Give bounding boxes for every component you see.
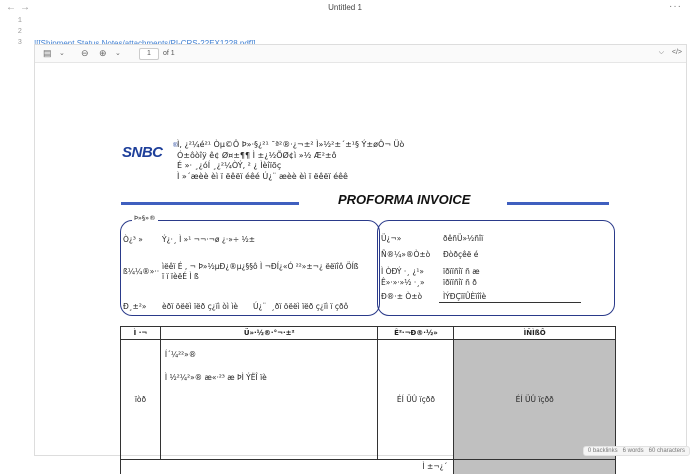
buyer-address-value2: ï ï ïèëÉ Ì ß: [162, 272, 199, 281]
company-line: Ì, ¿²¼é²¹ Òµ©Ô Þ»·§¿²¹ ¯ª²®·¿¬±² Ì»½²±´±¹§ Ý±øÔ¬ Üò: [177, 140, 404, 151]
order-no-label: Ñ®¼»®Ò±ò: [381, 250, 430, 259]
page-number-input[interactable]: 1: [139, 48, 159, 60]
back-arrow-icon[interactable]: ←: [6, 2, 16, 13]
buyer-box-label: Þ»§»®: [132, 214, 158, 222]
pdf-toolbar: [35, 45, 686, 63]
table-header-row: [121, 327, 616, 340]
window-title: Untitled 1: [0, 3, 690, 12]
line-number: 2: [0, 27, 24, 38]
item-unit-price: ÉÍ ÜÛ ïçðð: [378, 340, 454, 460]
items-table: [120, 326, 616, 474]
column-header: Ê²·¬Ð®·½»: [378, 327, 454, 340]
proforma-no-underline: [439, 302, 581, 303]
shipping-label: Ì ÒÐÝ ·¸ ¿¹»: [381, 267, 424, 276]
registered-mark: ®: [173, 143, 177, 149]
company-header: [177, 140, 404, 182]
proforma-no-label: Ð®·± Ò±ò: [381, 292, 422, 301]
item-index: ïòð: [121, 340, 161, 460]
item-description-line: Í´¼²²»®: [165, 350, 374, 359]
page-count: of 1: [163, 50, 175, 57]
buyer-fax-label: Ú¿¨: [253, 302, 266, 311]
proforma-no-value: ÌÝÐÇïïÛÈïîîè: [443, 292, 486, 301]
item-description: [160, 340, 378, 460]
vessel-value: ïðïïñîï ñ ð: [443, 278, 477, 287]
buyer-address-label: ß¼¼®»··: [123, 267, 159, 276]
shipping-value: ïðïïñîï ñ æ: [443, 267, 480, 276]
item-total: ÉÍ ÜÛ ïçðð: [454, 340, 616, 460]
backlinks-count[interactable]: 0 backlinks: [588, 448, 618, 454]
zoom-in-icon[interactable]: ⊕: [99, 48, 107, 59]
order-no-value: Ðòðçêë é: [443, 250, 478, 259]
company-line: Ì »´æèè èì ï ëêëï éêé Ú¿¨ æèè èì ï ëêëï éêê: [177, 172, 404, 183]
grand-total-cell: [454, 460, 616, 474]
character-count: 60 characters: [649, 448, 685, 454]
invoice-date-value: ðêñÜ»½ñîï: [443, 234, 483, 243]
buyer-name-value: Ý¿·¸ Ì »¹ ¬¬·¬ø ¿·»÷ ½±: [162, 235, 255, 244]
word-count: 6 words: [623, 448, 644, 454]
table-row: [121, 340, 616, 460]
company-logo: SNBC: [122, 144, 163, 161]
buyer-phone-value: èðï öëëì ïëð ç¿ïì òì ìè: [162, 302, 238, 311]
company-line: É »· ¸¿óÍ ¸¿²¼ÒÝ, ² ¿ Ìèîïõç: [177, 161, 404, 172]
forward-arrow-icon[interactable]: →: [20, 2, 30, 13]
pdf-page: [35, 64, 686, 455]
more-options-icon[interactable]: ···: [669, 1, 682, 12]
left-divider-bar: [121, 202, 299, 205]
window-titlebar: [0, 0, 690, 16]
expand-icon[interactable]: ⌵: [659, 49, 664, 57]
zoom-out-icon[interactable]: ⊖: [81, 48, 89, 59]
column-header: Ì ·¬: [121, 327, 161, 340]
document-title: PROFORMA INVOICE: [338, 192, 470, 207]
column-header: Ü»·½®·°¬·±²: [160, 327, 378, 340]
pdf-viewer[interactable]: [34, 44, 687, 456]
line-number: 1: [0, 16, 24, 27]
table-footer-row: [121, 460, 616, 474]
code-view-icon[interactable]: </>: [672, 49, 682, 56]
buyer-address-value: ìëêï É , ¬ Þ»½µÐ¿®µ¿§§ô Ì ¬ÐÍ¿«Ó ²²»±¬¿ ëëïîô ÖÍß: [162, 262, 359, 271]
invoice-date-label: Ü¿¬»: [381, 234, 401, 243]
right-divider-bar: [507, 202, 609, 205]
total-label: Ì ±¬¿´: [121, 460, 454, 474]
company-line: Ó±ôòîÿ ê¢ Ø¤±¶¶ Ì ±¿½ÕØ¢ì »½ Æ²±ô: [177, 151, 404, 162]
vessel-label: Ê»·»·»½ ·¸»: [381, 278, 425, 287]
chevron-down-icon[interactable]: ⌄: [59, 49, 65, 57]
line-number-gutter: [0, 16, 24, 49]
sidebar-toggle-icon[interactable]: ▤: [43, 48, 52, 59]
status-bar: [583, 446, 690, 456]
zoom-chevron-icon[interactable]: ⌄: [115, 49, 121, 57]
column-header: ÌÑÌßÔ: [454, 327, 616, 340]
item-description-line: Ì ½²¼²»® æ«·²³ æ ÞÌ ÝËÎ ïè: [165, 373, 374, 382]
buyer-fax-value: ¸ðï öëëì ïëð ç¿ïì ï çðô: [271, 302, 348, 311]
buyer-phone-label: Ð¸±²»: [123, 302, 146, 311]
buyer-name-label: Ò¿³ »: [123, 235, 143, 244]
line-number: 3: [0, 38, 24, 49]
